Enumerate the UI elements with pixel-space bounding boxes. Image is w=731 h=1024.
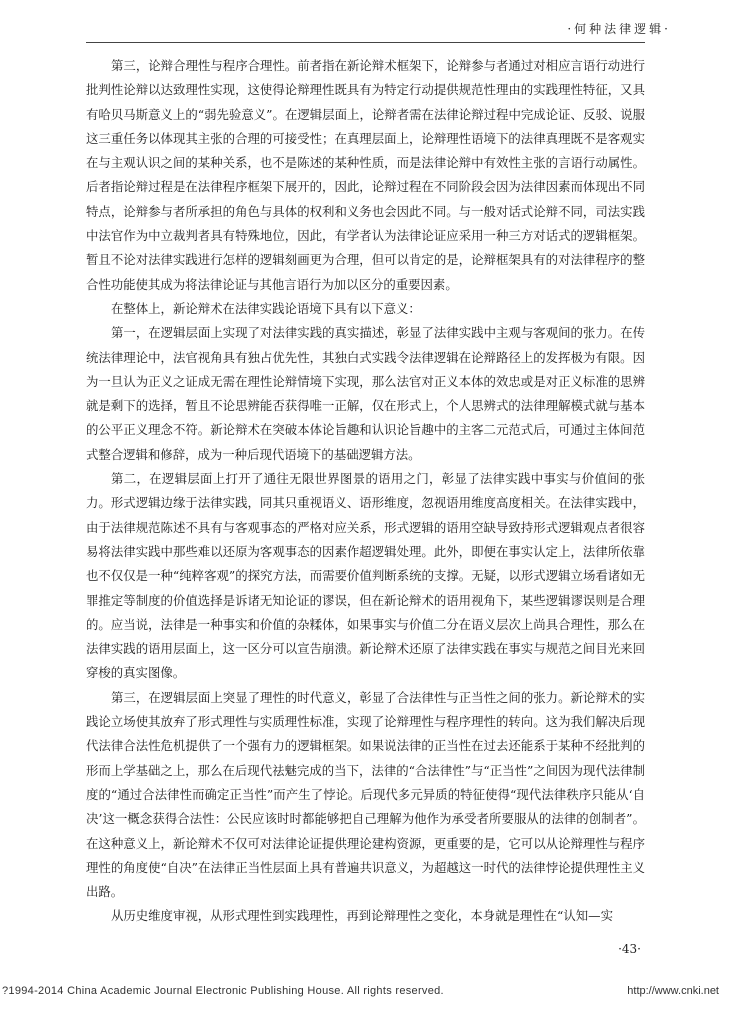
paragraph: 第一，在逻辑层面上实现了对法律实践的真实描述，彰显了法律实践中主观与客观间的张力。在传统法律理论中，法官视角具有独占优先性，其独白式实践令法律逻辑在论辩路径上的发挥极为有限。因为一旦认为正义之证成无需在理性论辩情境下实现，那么法官对正义本体的效忠或是对正义标准的思辨就是剩下的选择，暂且不论思辨能否获得唯一正解，仅在形式上，个人思辨式的法律理解模式就与基本的公平正义理念不符。新论辩术在突破本体论旨趣和认识论旨趣中的主客二元范式后，可通过主体间范式整合逻辑和修辞，成为一种后现代语境下的基础逻辑方法。 <box>86 325 645 462</box>
paragraph: 第三，在逻辑层面上突显了理性的时代意义，彰显了合法律性与正当性之间的张力。新论辩术的实践论立场使其放弃了形式理性与实质理性标准，实现了论辩理性与程序理性的转向。这为我们解决后现代法律合法性危机提供了一个强有力的逻辑框架。如果说法律的正当性在过去还能系于某种不经批判的形而上学基础之上，那么在后现代祛魅完成的当下，法律的“合法律性”与“正当性”之间因为现代法律制度的“通过合法律性而确定正当性”而产生了悖论。后现代多元异质的特征使得“现代法律秩序只能从‘自决’这一概念获得合法性：公民应该时时都能够把自己理解为他作为承受者所要服从的法律的创制者”。在这种意义上，新论辩术不仅可对法律论证提供理论建构资源，更重要的是，它可以从论辩理性与程序理性的角度使“自决”在法律正当性层面上具有普遍共识意义，为超越这一时代的法律悖论提供理性主义出路。 <box>86 689 645 900</box>
paragraph: 第三，论辩合理性与程序合理性。前者指在新论辩术框架下，论辩参与者通过对相应言语行动进行批判性论辩以达致理性实现，这使得论辩理性既具有为特定行动提供规范性理由的实践理性特征，又具有哈贝马斯意义上的“弱先验意义”。在逻辑层面上，论辩者需在法律论辩过程中完成论证、反驳、说服这三重任务以体现其主张的合理的可接受性；在真理层面上，论辩理性语境下的法律真理既不是客观实在与主观认识之间的某种关系，也不是陈述的某种性质，而是法律论辩中有效性主张的言语行动属性。后者指论辩过程是在法律程序框架下展开的，因此，论辩过程在不同阶段会因为法律因素而体现出不同特点，论辩参与者所承担的角色与具体的权利和义务也会因此不同。与一般对话式论辩不同，司法实践中法官作为中立裁判者具有特殊地位，因此，有学者认为法律论证应采用一种三方对话式的逻辑框架。暂且不论对法律实践进行怎样的逻辑刻画更为合理，但可以肯定的是，论辩框架具有的对法律程序的整合性功能使其成为将法律论证与其他言语行为加以区分的重要因素。 <box>86 58 645 292</box>
copyright-notice: ?1994-2014 China Academic Journal Electronic Publishing House. All rights reserved. <box>2 985 444 997</box>
page-number: ·43· <box>618 942 641 956</box>
paragraph: 在整体上，新论辩术在法律实践论语境下具有以下意义： <box>111 300 421 316</box>
footer-url: http://www.cnki.net <box>627 985 719 997</box>
article-body <box>86 54 645 929</box>
paragraph: 第二，在逻辑层面上打开了通往无限世界图景的语用之门，彰显了法律实践中事实与价值间的张力。形式逻辑边缘于法律实践，同其只重视语义、语形维度，忽视语用维度高度相关。在法律实践中，由于法律规范陈述不具有与客观事态的严格对应关系，形式逻辑的语用空缺导致持形式逻辑观点者很容易将法律实践中那些难以还原为客观事态的因素作超逻辑处理。此外，即便在事实认定上，法律所依靠也不仅仅是一种“纯粹客观”的探究方法，而需要价值判断系统的支撑。无疑，以形式逻辑立场看诸如无罪推定等制度的价值选择是诉诸无知论证的谬误，但在新论辩术的语用视角下，某些逻辑谬误则是合理的。应当说，法律是一种事实和价值的杂糅体，如果事实与价值二分在语义层次上尚具合理性，那么在法律实践的语用层面上，这一区分可以宣告崩溃。新论辩术还原了法律实践在事实与规范之间目光来回穿梭的真实图像。 <box>86 471 645 681</box>
running-header: ·何种法律逻辑· <box>567 22 671 36</box>
paragraph: 从历史维度审视，从形式理性到实践理性，再到论辩理性之变化，本身就是理性在“认知—实 <box>111 908 613 924</box>
header-divider <box>86 42 645 43</box>
